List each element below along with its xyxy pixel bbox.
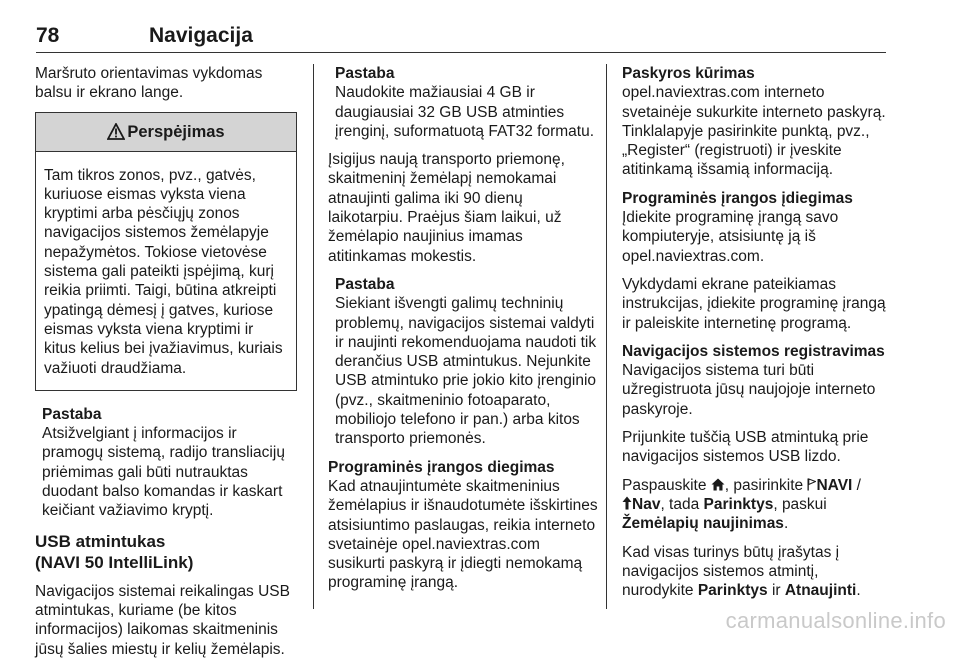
warning-box (35, 112, 297, 391)
usb-title-line2: (NAVI 50 IntelliLink) (35, 552, 194, 572)
final-atnaujinti-label: Atnaujinti (784, 582, 857, 600)
final-pre-text: Kad visas turinys būtų įrašytas į navigacijos sistemos atmintį, nurodykite (622, 543, 840, 600)
note-title: Pastaba (335, 275, 395, 293)
final-ir-text: ir (771, 582, 781, 600)
column-divider (606, 64, 607, 609)
nav-label: Nav (632, 495, 661, 513)
note-block (35, 405, 297, 521)
column-1 (35, 64, 297, 668)
step-press-text: Paspauskite (622, 476, 707, 494)
note-text: Atsižvelgiant į informacijos ir pramogų sistemą, radijo transliacijų priėmimas gali būti nutrauktas duodant balso komandas ir kaskart keičiant važiavimo kryptį. (42, 425, 285, 520)
column-3 (622, 64, 890, 609)
navigation-arrow-icon (622, 496, 632, 510)
paragraph-map-update: Įsigijus naują transporto priemonę, skaitmeninį žemėlapį nemokamai atnaujinti galima iki 90 dienų laikotarpiu. Praėjus šiam laikui, už žemėlapio naujinius imamas atitinkamas mokestis. (328, 151, 565, 265)
navi-label: NAVI (816, 476, 853, 494)
subheading-software-install: Programinės įrangos diegimas (328, 458, 555, 476)
registration-text: Navigacijos sistema turi būti užregistruota jūsų naujojoje interneto paskyroje. (622, 362, 876, 418)
next-text: , paskui (773, 495, 827, 513)
final-dot-text: . (856, 582, 861, 600)
usb-text: Navigacijos sistemai reikalingas USB atmintukas, kuriame (be kitos informacijos) laikomas skaitmeninis jūsų šalies miestų ir kelių žemėlapis. (35, 582, 290, 658)
final-parinktys-label: Parinktys (697, 582, 768, 600)
subheading-registration: Navigacijos sistemos registravimas (622, 342, 885, 360)
subheading-account: Paskyros kūrimas (622, 65, 755, 82)
intro-text: Maršruto orientavimas vykdomas balsu ir ekrano lange. (35, 65, 263, 102)
subheading-install: Programinės įrangos įdiegimas (622, 189, 853, 207)
chapter-title: Navigacija (149, 24, 253, 47)
note-title: Pastaba (335, 65, 395, 82)
parinktys-label: Parinktys (703, 495, 774, 513)
warning-text: Tam tikros zonos, pvz., gatvės, kuriuose eismas vyksta viena kryptimi arba pėsčiųjų zonos navigacijos sistemos žemėlapyje nepažymėtos. Tokiose vietovėse sistema gali pateikti įspėjimą, kurį reikia priimti. Taigi, būtina atkreipti ypatingą dėmesį į gatves, kuriose eismas vyksta viena kryptimi ir kitus kelius bei įvažiavimus, kuriais važiuoti draudžiama. (44, 166, 283, 377)
install-text: Įdiekite programinę įrangą savo kompiuteryje, atsisiuntę ją iš opel.naviextras.com. (622, 209, 839, 265)
note-block (328, 64, 598, 141)
column-2 (328, 64, 598, 602)
final-instruction (622, 543, 890, 601)
usb-title-line1: USB atmintukas (35, 531, 166, 551)
note-text: Naudokite mažiausiai 4 GB ir daugiausiai 32 GB USB atminties įrenginį, suformatuotą FAT32 formatu. (335, 84, 595, 140)
software-install-text: Kad atnaujintumėte skaitmeninius žemėlapius ir išnaudotumėte išskirtines atsisiuntimo paslaugas, reikia interneto svetainėje opel.naviextras.com susikurti paskyrą ir įdiegti nemokamą programinę įrangą. (328, 477, 598, 592)
install-text-2: Vykdydami ekrane pateikiamas instrukcijas, įdiekite programinę įrangą ir paleiskite internetinę programą. (622, 275, 886, 332)
page-number: 78 (36, 24, 60, 47)
map-update-label: Žemėlapių naujinimas (622, 515, 784, 533)
then-text: , tada (660, 495, 700, 513)
column-divider (313, 64, 314, 609)
dot-text: . (783, 515, 789, 533)
account-text: opel.naviextras.com interneto svetainėje sukurkite interneto paskyrą. Tinklalapyje pasirinkite punktą, pvz., „Register“ (registruoti) ir įveskite atitinkamą išsamią informaciją. (622, 84, 886, 179)
step-select-text: , pasirinkite (724, 476, 804, 494)
note-block (328, 275, 598, 449)
note-title: Pastaba (42, 405, 102, 423)
section-heading-usb (35, 531, 297, 573)
home-icon (711, 478, 725, 491)
note-text: Siekiant išvengti galimų techninių problemų, navigacijos sistemai valdyti ir naujinti rekomenduojama naudoti tik derančius USB atmintukus. Nejunkite USB atmintuko prie jokio kito įrenginio (pvz., skaitmeninio fotoaparato, mobiliojo telefono ir pan.) arba kitos transporto priemonės. (335, 295, 597, 448)
registration-text-2: Prijunkite tuščią USB atmintuką prie navigacijos sistemos USB lizdo. (622, 429, 869, 466)
registration-steps (622, 476, 890, 534)
slash-text: / (852, 476, 861, 494)
warning-triangle-icon (107, 123, 125, 140)
warning-header (36, 113, 296, 152)
warning-title: Perspėjimas (127, 122, 225, 141)
page-header (36, 18, 886, 53)
watermark: carmanualsonline.info (725, 608, 946, 633)
